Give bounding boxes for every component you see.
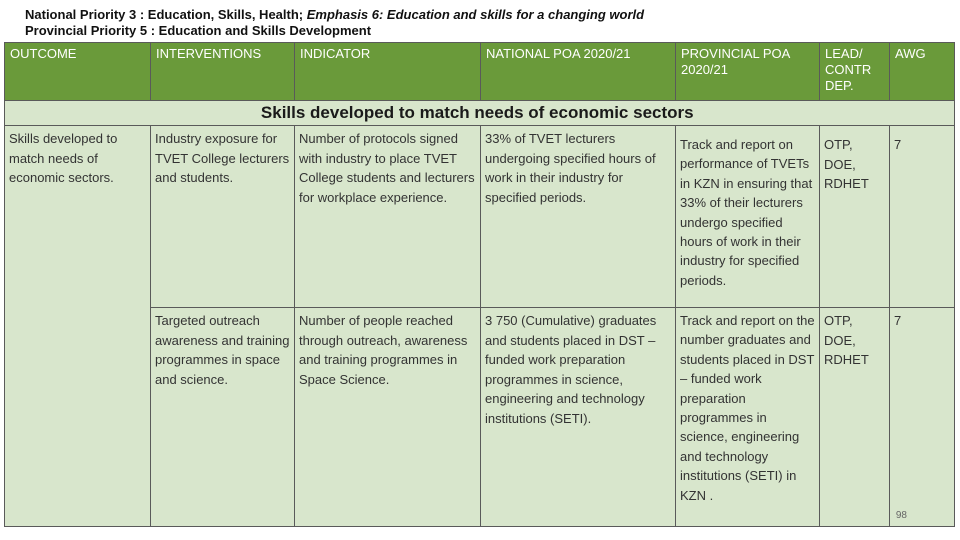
document-title [25,7,644,39]
section-spacer [5,101,151,126]
provincial-priority-line: Provincial Priority 5 : Education and Skills Development [25,23,372,38]
provincial-poa-cell: Track and report on the number graduates and students placed in DST – funded work preparation programmes in science, engineering and technology institutions (SETI) in KZN . [676,308,820,527]
table-header-row [5,43,955,101]
lead-cell: OTP, DOE, RDHET [820,126,890,308]
indicator-cell: Number of people reached through outreach, awareness and training programmes in Space Science. [295,308,481,527]
lead-cell: OTP, DOE, RDHET [820,308,890,527]
page-number: 98 [895,510,907,521]
col-awg: AWG [890,43,955,101]
emphasis-text: Emphasis 6: Education and skills for a changing world [306,7,645,22]
national-priority-line [25,7,644,23]
section-title-text: Skills developed to match needs of economic sectors [260,103,694,122]
outcome-cell: Skills developed to match needs of economic sectors. [5,126,151,527]
national-poa-cell: 33% of TVET lecturers undergoing specified hours of work in their industry for specified periods. [481,126,676,308]
provincial-poa-cell: Track and report on performance of TVETs in KZN in ensuring that 33% of their lecturers undergo specified hours of work in their industry for specified periods. [676,126,820,308]
intervention-cell: Targeted outreach awareness and training programmes in space and science. [151,308,295,527]
col-interventions: INTERVENTIONS [151,43,295,101]
indicator-cell: Number of protocols signed with industry to place TVET College students and lecturers for workplace experience. [295,126,481,308]
col-provincial-poa: PROVINCIAL POA 2020/21 [676,43,820,101]
col-outcome: OUTCOME [5,43,151,101]
section-title [151,101,955,126]
priority-table [4,42,955,527]
section-row [5,101,955,126]
intervention-cell: Industry exposure for TVET College lecturers and students. [151,126,295,308]
table-row [5,126,955,308]
awg-cell: 7 [890,126,955,308]
awg-cell: 7 [890,308,955,527]
col-lead: LEAD/ CONTR DEP. [820,43,890,101]
col-indicator: INDICATOR [295,43,481,101]
col-national-poa: NATIONAL POA 2020/21 [481,43,676,101]
national-priority-text: National Priority 3 : Education, Skills, Health; [25,7,307,22]
national-poa-cell: 3 750 (Cumulative) graduates and students placed in DST – funded work preparation programmes in science, engineering and technology institutions (SETI). [481,308,676,527]
